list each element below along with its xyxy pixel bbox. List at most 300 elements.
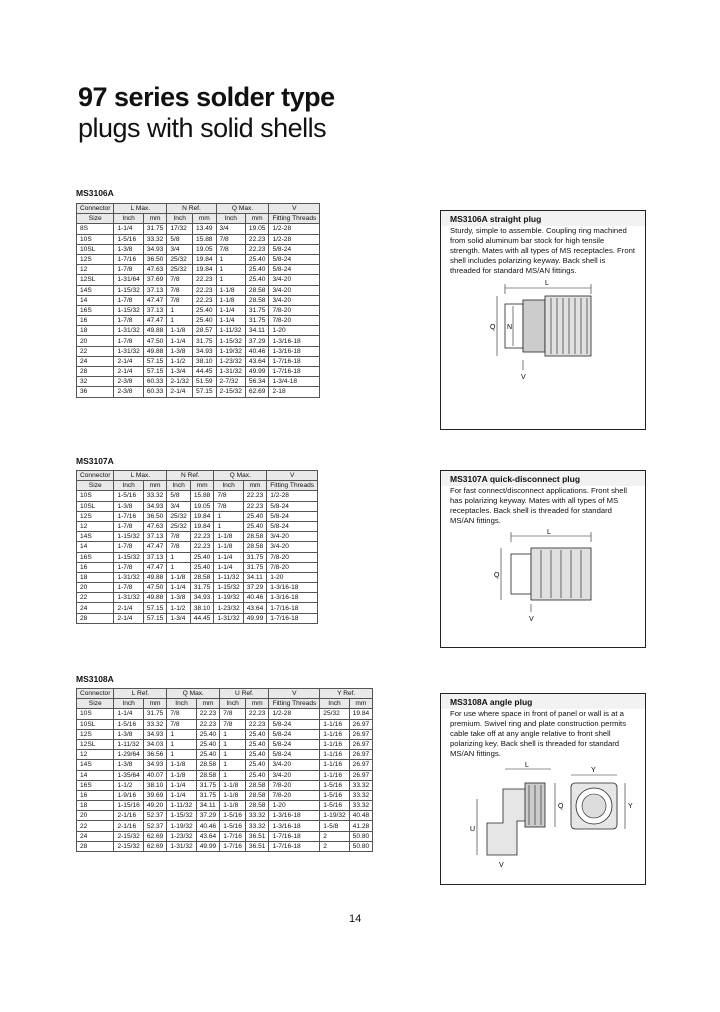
table-cell: 1-3/4-18 <box>269 377 320 387</box>
table-cell: 25.40 <box>245 275 269 285</box>
dim-u-label: U <box>470 826 476 833</box>
table-cell: 26.97 <box>349 760 373 770</box>
header-l: L Ref. <box>114 689 167 699</box>
table-cell: 47.50 <box>143 583 167 593</box>
table-cell: 7/8-20 <box>269 790 320 800</box>
table-cell: 5/8-24 <box>269 244 320 254</box>
table-cell: 38.10 <box>190 603 214 613</box>
header-l: L Max. <box>114 471 167 481</box>
table-row <box>77 739 373 749</box>
table-cell: 18 <box>77 572 114 582</box>
table-cell: 1-1/8 <box>167 760 196 770</box>
table-cell: 1 <box>220 750 246 760</box>
table-cell: 25.40 <box>245 739 269 749</box>
table-cell: 22.23 <box>193 285 217 295</box>
table-row <box>77 285 320 295</box>
header-sub-cell: mm <box>245 214 269 224</box>
table-cell: 10SL <box>77 244 114 254</box>
table-cell: 14 <box>77 295 114 305</box>
table-cell: 1-15/32 <box>114 285 143 295</box>
table-cell: 1-1/4 <box>216 316 245 326</box>
ms3107a-table <box>76 470 318 624</box>
table-cell: 12 <box>77 265 114 275</box>
quick-disconnect-heading: MS3107A quick-disconnect plug <box>441 471 645 486</box>
table-row <box>77 729 373 739</box>
table-cell: 1-29/64 <box>114 750 143 760</box>
header-sub-cell: Fitting Threads <box>269 699 320 709</box>
table-cell: 19.84 <box>349 709 373 719</box>
table-cell: 1-19/32 <box>214 593 243 603</box>
table-cell: 36.56 <box>143 750 167 760</box>
table-cell: 28.58 <box>245 295 269 305</box>
quick-disconnect-drawing <box>441 526 645 626</box>
header-l: L Max. <box>114 204 167 214</box>
table-cell: 25.40 <box>245 760 269 770</box>
table-cell: 31.75 <box>143 224 167 234</box>
table-cell: 37.13 <box>143 552 167 562</box>
header-sub-cell: Inch <box>320 699 349 709</box>
table-cell: 1-1/8 <box>167 326 193 336</box>
angle-plug-heading: MS3108A angle plug <box>441 694 645 709</box>
table-cell: 5/8-24 <box>269 729 320 739</box>
table-cell: 1-1/4 <box>216 305 245 315</box>
table-cell: 1-7/16-18 <box>269 831 320 841</box>
table-cell: 1-31/32 <box>214 613 243 623</box>
table-cell: 1-7/16-18 <box>269 356 320 366</box>
table-cell: 34.93 <box>193 346 217 356</box>
table-cell: 25.40 <box>245 254 269 264</box>
table-row <box>77 265 320 275</box>
table-cell: 1-1/2 <box>167 603 191 613</box>
table-cell: 25.40 <box>245 750 269 760</box>
table-cell: 1-7/8 <box>114 316 143 326</box>
header-sub-cell: mm <box>245 699 269 709</box>
table-cell: 47.50 <box>143 336 167 346</box>
table-cell: 36.50 <box>143 511 167 521</box>
table-cell: 3/4-20 <box>269 285 320 295</box>
table-cell: 14S <box>77 285 114 295</box>
table-cell: 1-1/8 <box>220 801 246 811</box>
table-cell: 24 <box>77 356 114 366</box>
table-cell: 20 <box>77 336 114 346</box>
table-cell: 1-5/16 <box>220 821 246 831</box>
table-cell: 33.32 <box>143 719 167 729</box>
table-cell: 12S <box>77 729 114 739</box>
table-cell: 34.03 <box>143 739 167 749</box>
table-cell: 1-7/8 <box>114 542 143 552</box>
dim-y-label: Y <box>591 767 596 774</box>
table-cell: 37.13 <box>143 532 167 542</box>
table-cell: 34.93 <box>143 760 167 770</box>
table-cell: 1-3/8 <box>114 501 143 511</box>
table-cell: 1 <box>167 739 196 749</box>
table-cell: 28.58 <box>196 760 220 770</box>
table-cell: 3/4 <box>167 501 191 511</box>
table-cell: 1-3/16-18 <box>269 811 320 821</box>
dim-y-side-label: Y <box>628 803 633 810</box>
table-cell: 28.58 <box>190 572 214 582</box>
table-cell: 7/8 <box>214 491 243 501</box>
header-sub-cell: mm <box>143 214 167 224</box>
table-cell: 1-3/16-18 <box>267 583 318 593</box>
table-cell: 7/8 <box>167 285 193 295</box>
table-cell: 1-3/16-18 <box>267 593 318 603</box>
table-cell: 1-1/8 <box>216 295 245 305</box>
table-cell: 26.97 <box>349 719 373 729</box>
table-cell: 19.84 <box>193 265 217 275</box>
table-cell: 5/8 <box>167 491 191 501</box>
header-sub-cell: Inch <box>167 481 191 491</box>
table-cell: 3/4-20 <box>269 770 320 780</box>
table-cell: 5/8 <box>167 234 193 244</box>
table-cell: 1-7/16-18 <box>267 613 318 623</box>
table-cell: 25.40 <box>243 511 267 521</box>
table-cell: 36.50 <box>143 254 167 264</box>
table-cell: 7/8 <box>216 244 245 254</box>
table-cell: 2-1/4 <box>114 356 143 366</box>
table-row <box>77 244 320 254</box>
table-row <box>77 275 320 285</box>
table-cell: 37.29 <box>245 336 269 346</box>
table-cell: 34.93 <box>143 244 167 254</box>
table-cell: 1-5/16 <box>320 801 349 811</box>
table-cell: 22.23 <box>245 244 269 254</box>
table-cell: 1 <box>167 316 193 326</box>
table-cell: 1-1/8 <box>220 790 246 800</box>
table-cell: 33.32 <box>143 234 167 244</box>
table-cell: 1 <box>167 305 193 315</box>
table-cell: 12SL <box>77 739 114 749</box>
table-cell: 25.40 <box>193 305 217 315</box>
table-cell: 52.37 <box>143 811 167 821</box>
table-cell: 2-1/4 <box>114 613 143 623</box>
table-cell: 1-5/16 <box>220 811 246 821</box>
table-cell: 10S <box>77 709 114 719</box>
table-cell: 38.10 <box>193 356 217 366</box>
table-cell: 1-1/8 <box>214 532 243 542</box>
table-row <box>77 305 320 315</box>
table-cell: 1-31/32 <box>114 593 143 603</box>
table-cell: 1-1/8 <box>167 770 196 780</box>
table-cell: 14 <box>77 770 114 780</box>
table-cell: 49.99 <box>196 841 220 851</box>
table-cell: 1-7/16 <box>220 841 246 851</box>
dim-l-label: L <box>525 762 529 769</box>
header-connector: Connector <box>77 204 114 214</box>
table-cell: 43.64 <box>243 603 267 613</box>
table-cell: 40.46 <box>245 346 269 356</box>
table-cell: 1-1/8 <box>216 285 245 295</box>
table-cell: 1-35/64 <box>114 770 143 780</box>
table-cell: 22.23 <box>243 491 267 501</box>
table-cell: 57.15 <box>143 356 167 366</box>
table-row <box>77 750 373 760</box>
table-row <box>77 603 318 613</box>
table-row <box>77 295 320 305</box>
table-cell: 22.23 <box>245 719 269 729</box>
table-cell: 25/32 <box>167 521 191 531</box>
quick-disconnect-description: For fast connect/disconnect applications. Front shell has polarizing keyway. Mates with all types of MS receptacles. Back shell is threaded for standard MS/AN fittings. <box>450 486 627 525</box>
header-v: V <box>269 689 320 699</box>
table-cell: 44.45 <box>193 367 217 377</box>
table-cell: 5/8-24 <box>267 511 318 521</box>
table-cell: 31.75 <box>193 336 217 346</box>
table-row <box>77 780 373 790</box>
table-cell: 34.11 <box>245 326 269 336</box>
header-n: N Ref. <box>167 471 214 481</box>
table-cell: 1-1/4 <box>114 709 143 719</box>
table-cell: 1 <box>216 254 245 264</box>
table-cell: 1-7/8 <box>114 265 143 275</box>
table-cell: 3/4-20 <box>267 542 318 552</box>
table-cell: 43.64 <box>245 356 269 366</box>
table-cell: 1-7/16 <box>114 511 143 521</box>
dim-v-label: V <box>529 616 534 623</box>
table-row <box>77 583 318 593</box>
table-cell: 1/2-28 <box>267 491 318 501</box>
table-cell: 22 <box>77 593 114 603</box>
table-cell: 3/4-20 <box>269 275 320 285</box>
header-v: V <box>267 471 318 481</box>
table-cell: 36.51 <box>245 841 269 851</box>
header-sub-cell: mm <box>196 699 220 709</box>
table-row <box>77 841 373 851</box>
header-q: Q Max. <box>214 471 267 481</box>
table-cell: 3/4 <box>167 244 193 254</box>
table-cell: 34.93 <box>143 729 167 739</box>
table-cell: 1-3/8 <box>114 244 143 254</box>
table-cell: 1-5/16 <box>114 719 143 729</box>
table-cell: 25/32 <box>167 254 193 264</box>
straight-plug-drawing <box>441 276 645 386</box>
table-cell: 33.32 <box>245 811 269 821</box>
table-cell: 7/8 <box>167 719 196 729</box>
table-cell: 36 <box>77 387 114 397</box>
table-cell: 22.23 <box>243 501 267 511</box>
table-cell: 14 <box>77 542 114 552</box>
table-cell: 1-1/2 <box>114 780 143 790</box>
table-cell: 31.75 <box>190 583 214 593</box>
table-cell: 1-7/16-18 <box>269 841 320 851</box>
table-cell: 31.75 <box>245 305 269 315</box>
table-cell: 57.15 <box>143 367 167 377</box>
table-cell: 19.84 <box>193 254 217 264</box>
table-cell: 2-3/8 <box>114 377 143 387</box>
table-cell: 25.40 <box>196 729 220 739</box>
table-cell: 1 <box>220 770 246 780</box>
table-cell: 40.48 <box>349 811 373 821</box>
table-cell: 1-1/16 <box>320 750 349 760</box>
table-cell: 7/8 <box>220 719 246 729</box>
table-cell: 50.80 <box>349 831 373 841</box>
table-cell: 28.57 <box>193 326 217 336</box>
table-cell: 1-1/4 <box>167 790 196 800</box>
table-cell: 57.15 <box>143 603 167 613</box>
table-cell: 47.63 <box>143 265 167 275</box>
table-cell: 1-7/8 <box>114 295 143 305</box>
table-cell: 2-7/32 <box>216 377 245 387</box>
table-cell: 62.69 <box>143 831 167 841</box>
table-cell: 19.84 <box>190 521 214 531</box>
table-cell: 26.97 <box>349 770 373 780</box>
dim-v-label: V <box>521 374 526 381</box>
table-cell: 7/8-20 <box>267 552 318 562</box>
table-cell: 1-1/16 <box>320 770 349 780</box>
table-cell: 1-7/8 <box>114 583 143 593</box>
header-sub-cell: Size <box>77 699 114 709</box>
table-cell: 1-31/32 <box>114 572 143 582</box>
dim-n-label: N <box>507 324 513 331</box>
table-cell: 33.32 <box>349 801 373 811</box>
table-cell: 7/8 <box>220 709 246 719</box>
table-cell: 1 <box>220 739 246 749</box>
table-cell: 1-19/32 <box>320 811 349 821</box>
table-row <box>77 542 318 552</box>
table-cell: 28.58 <box>196 770 220 780</box>
table-row <box>77 367 320 377</box>
angle-plug-drawing <box>441 759 645 871</box>
table-cell: 1-7/16 <box>114 254 143 264</box>
table-cell: 10S <box>77 234 114 244</box>
table-cell: 1-31/32 <box>216 367 245 377</box>
table-cell: 16S <box>77 780 114 790</box>
table-cell: 5/8-24 <box>269 750 320 760</box>
table-cell: 28.58 <box>243 542 267 552</box>
table-cell: 19.05 <box>245 224 269 234</box>
table-row <box>77 821 373 831</box>
table-cell: 1-1/8 <box>167 572 191 582</box>
table-row <box>77 387 320 397</box>
table-cell: 1-1/4 <box>167 780 196 790</box>
table-cell: 1-1/16 <box>320 719 349 729</box>
table-cell: 1 <box>214 511 243 521</box>
table-cell: 25/32 <box>167 511 191 521</box>
table-cell: 1-15/32 <box>167 811 196 821</box>
ms3106a-table <box>76 203 320 398</box>
table-cell: 2-1/32 <box>167 377 193 387</box>
table-row <box>77 326 320 336</box>
table-cell: 28.58 <box>245 780 269 790</box>
table-cell: 14S <box>77 760 114 770</box>
table-cell: 16S <box>77 305 114 315</box>
table-cell: 19.05 <box>193 244 217 254</box>
table-cell: 49.88 <box>143 593 167 603</box>
table-row <box>77 831 373 841</box>
table-cell: 3/4 <box>216 224 245 234</box>
straight-plug-heading: MS3106A straight plug <box>441 211 645 226</box>
table-cell: 33.32 <box>143 491 167 501</box>
table-cell: 25.40 <box>190 562 214 572</box>
table-cell: 1-1/16 <box>320 739 349 749</box>
header-sub-cell: Inch <box>216 214 245 224</box>
table-cell: 20 <box>77 811 114 821</box>
page-title: 97 series solder type <box>78 82 335 112</box>
table-cell: 5/8-24 <box>269 739 320 749</box>
angle-plug-description: For use where space in front of panel or wall is at a premium. Swivel ring and plate construction permits cable take off at any angle relative to front shell polarizing key. Back shell is threaded for standard MS/AN fittings. <box>450 709 627 758</box>
table-row <box>77 254 320 264</box>
table-row <box>77 719 373 729</box>
table-cell: 7/8 <box>214 501 243 511</box>
table-cell: 1 <box>167 562 191 572</box>
table-cell: 1 <box>216 265 245 275</box>
table-cell: 26.97 <box>349 739 373 749</box>
table-cell: 1-1/8 <box>220 780 246 790</box>
table-row <box>77 501 318 511</box>
page-number: 14 <box>349 913 362 925</box>
header-sub-cell: Inch <box>220 699 246 709</box>
header-sub-cell: Inch <box>167 699 196 709</box>
table-cell: 8S <box>77 224 114 234</box>
table-cell: 5/8-24 <box>269 719 320 729</box>
table-cell: 1/2-28 <box>269 234 320 244</box>
table-cell: 1-11/32 <box>214 572 243 582</box>
table-cell: 22 <box>77 821 114 831</box>
header-n: N Ref. <box>167 204 216 214</box>
table-cell: 1-3/4 <box>167 613 191 623</box>
table-cell: 3/4-20 <box>267 532 318 542</box>
table-cell: 47.47 <box>143 316 167 326</box>
table-cell: 31.75 <box>243 552 267 562</box>
table-cell: 18 <box>77 326 114 336</box>
table-cell: 16 <box>77 790 114 800</box>
table-cell: 1 <box>214 521 243 531</box>
table-cell: 1-20 <box>269 326 320 336</box>
table-cell: 16 <box>77 562 114 572</box>
table-cell: 2-15/32 <box>114 831 143 841</box>
table-cell: 1-7/8 <box>114 521 143 531</box>
table-cell: 22.23 <box>196 719 220 729</box>
table-cell: 1-23/32 <box>216 356 245 366</box>
table-cell: 20 <box>77 583 114 593</box>
table-cell: 2-1/16 <box>114 821 143 831</box>
table-cell: 7/8-20 <box>269 305 320 315</box>
table-cell: 37.29 <box>243 583 267 593</box>
header-sub-row <box>77 481 318 491</box>
table-row <box>77 593 318 603</box>
table-cell: 28 <box>77 367 114 377</box>
table-cell: 34.11 <box>196 801 220 811</box>
dim-q-label: Q <box>558 803 564 810</box>
table-cell: 22.23 <box>196 709 220 719</box>
table-cell: 31.75 <box>143 709 167 719</box>
table-cell: 28.58 <box>245 285 269 295</box>
table-cell: 1-1/4 <box>214 562 243 572</box>
table-cell: 1-20 <box>267 572 318 582</box>
header-sub-cell: Inch <box>114 214 143 224</box>
table-cell: 12 <box>77 750 114 760</box>
table-cell: 41.28 <box>349 821 373 831</box>
table-cell: 33.32 <box>349 780 373 790</box>
table-cell: 1-7/8 <box>114 336 143 346</box>
table-cell: 12S <box>77 511 114 521</box>
table-cell: 49.88 <box>143 326 167 336</box>
table-cell: 40.46 <box>243 593 267 603</box>
table-cell: 1 <box>220 760 246 770</box>
table-cell: 37.69 <box>143 275 167 285</box>
table-cell: 60.33 <box>143 387 167 397</box>
table-cell: 49.88 <box>143 346 167 356</box>
table-cell: 19.84 <box>190 511 214 521</box>
table-cell: 1-23/32 <box>214 603 243 613</box>
table-cell: 32 <box>77 377 114 387</box>
ms3108a-label: MS3108A <box>76 674 114 684</box>
header-sub-row <box>77 699 373 709</box>
table-cell: 1-23/32 <box>167 831 196 841</box>
header-sub-cell: mm <box>143 481 167 491</box>
table-cell: 1-3/16-18 <box>269 821 320 831</box>
table-cell: 50.80 <box>349 841 373 851</box>
table-cell: 47.47 <box>143 562 167 572</box>
